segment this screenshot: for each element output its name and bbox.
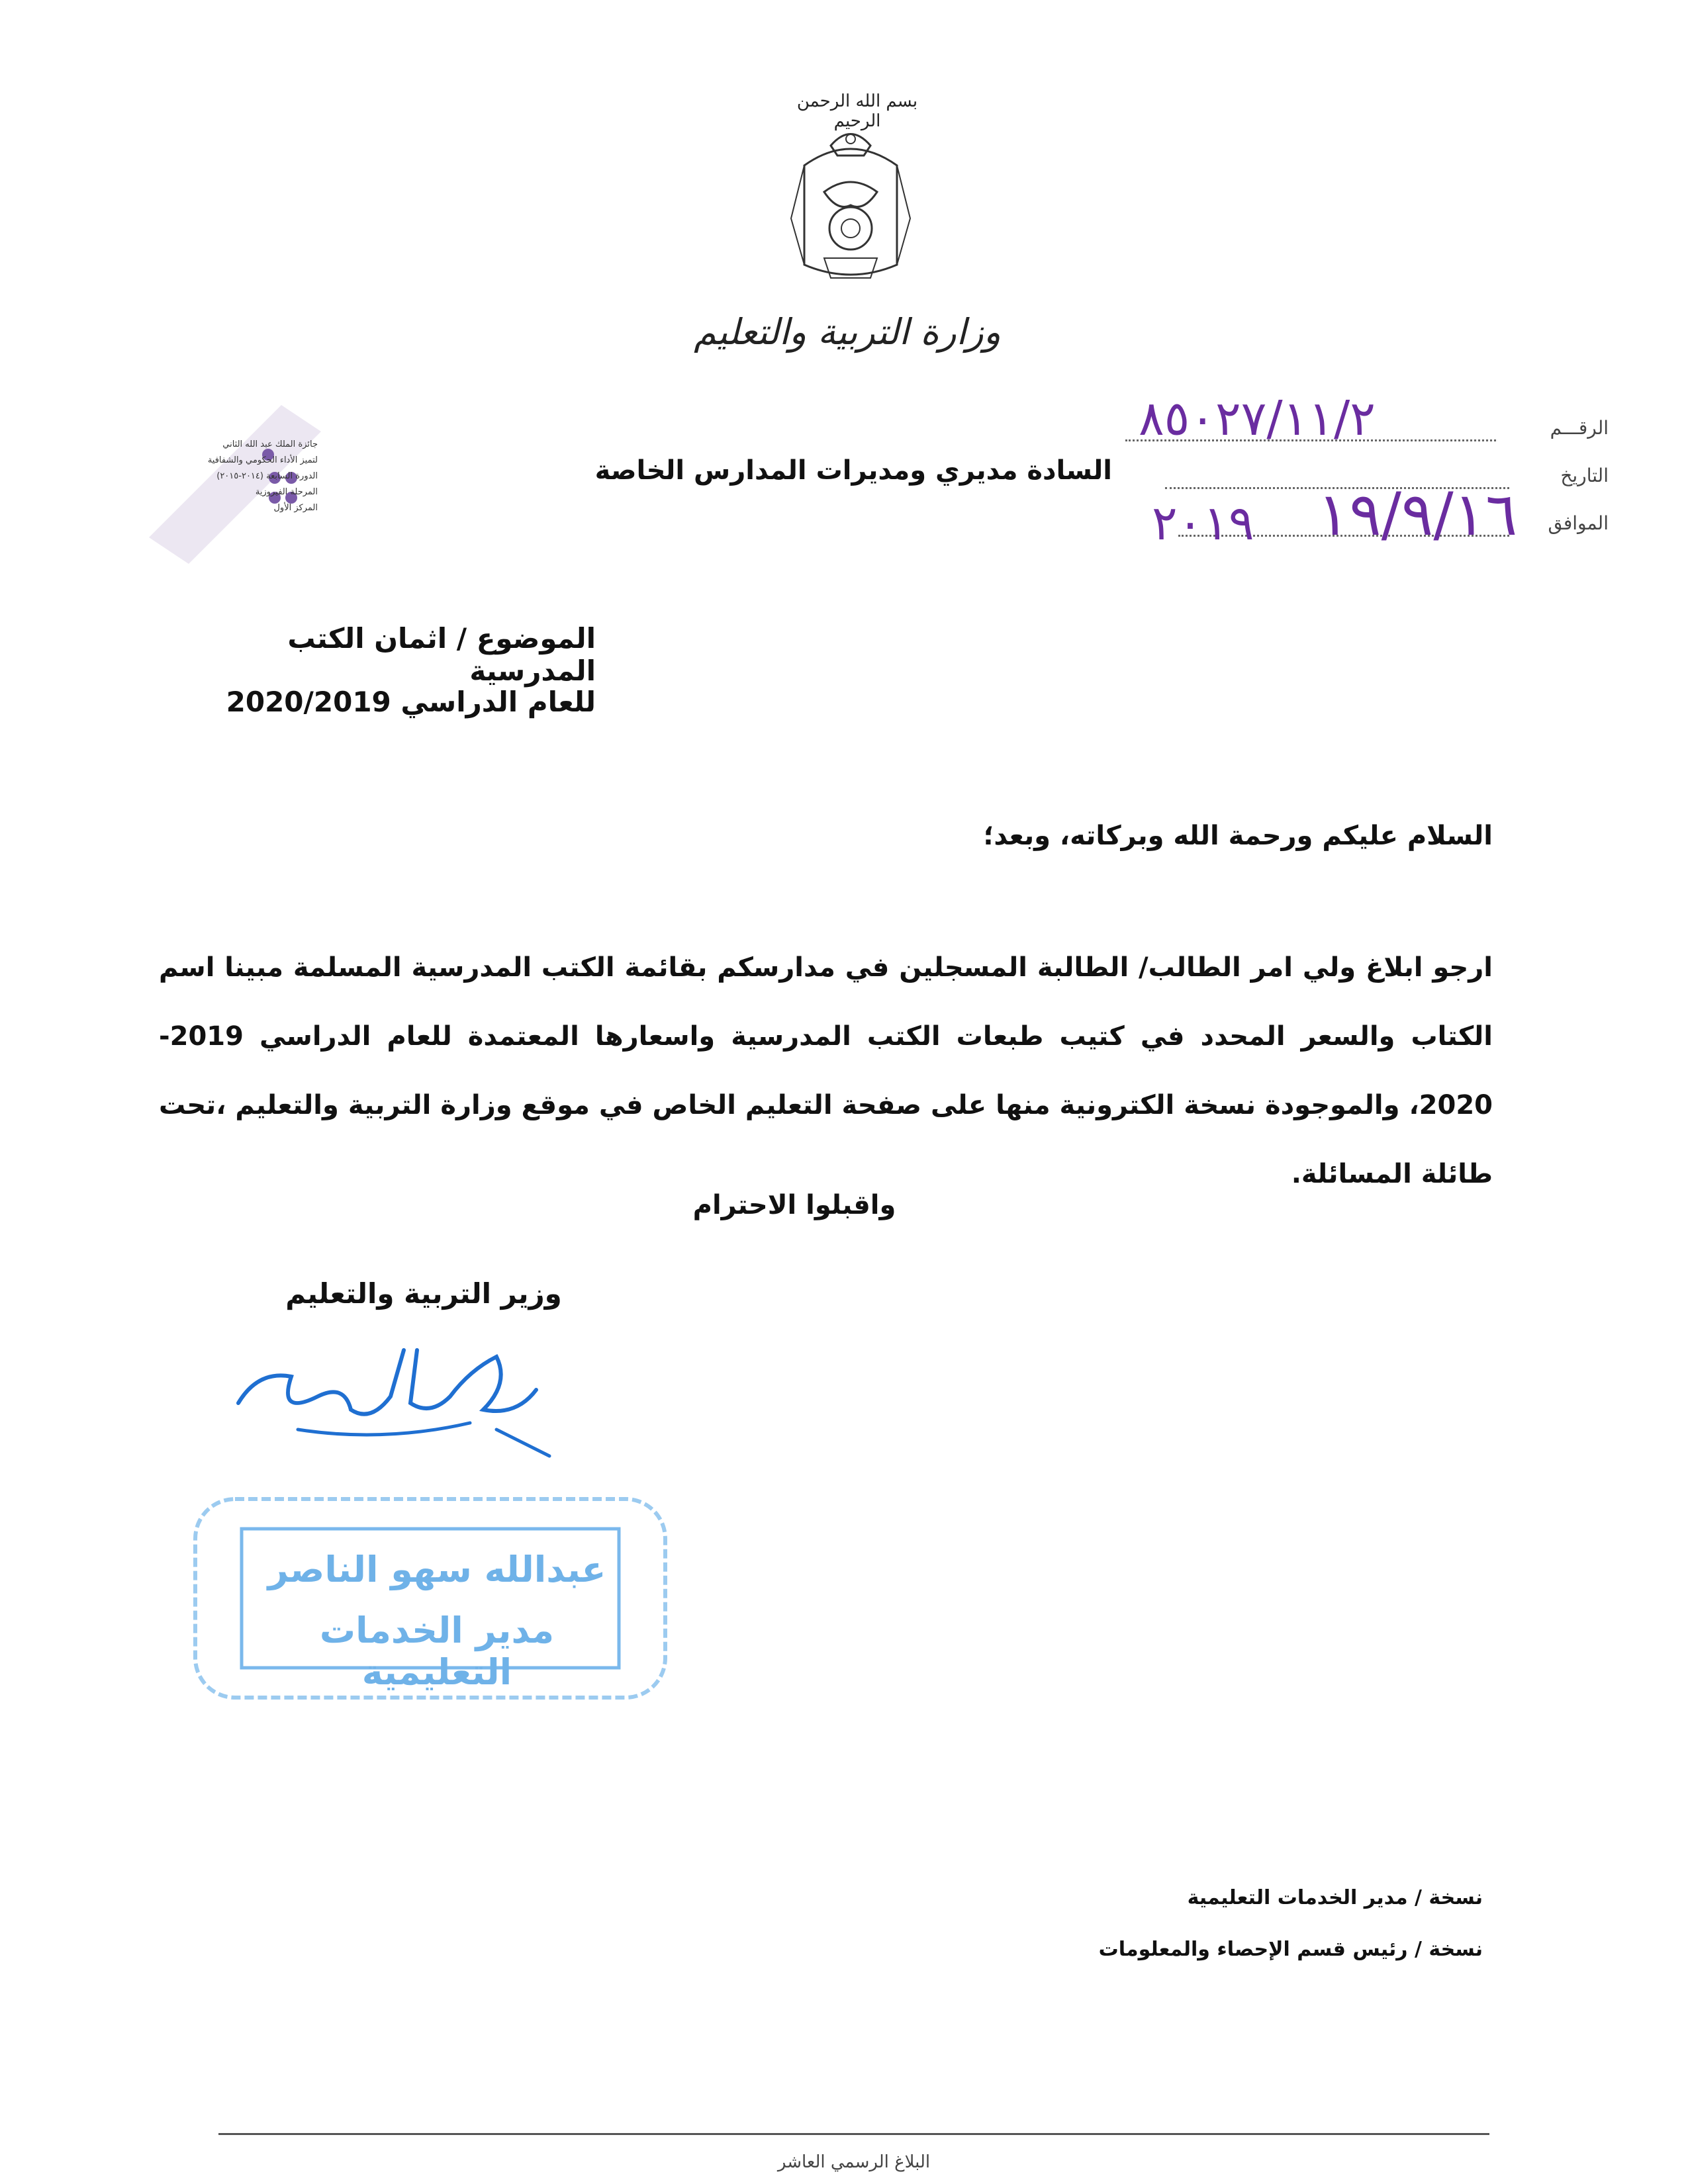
addressee: السادة مديري ومديرات المدارس الخاصة (594, 455, 1112, 486)
stamp-name: عبدالله سهو الناصر (267, 1549, 606, 1590)
stamp-title: مدير الخدمات التعليمية (319, 1610, 555, 1693)
award-line: لتميز الأداء الحكومي والشفافية (207, 455, 318, 465)
copy-recipient: نسخة / رئيس قسم الإحصاء والمعلومات (1098, 1938, 1483, 1961)
footer-divider (218, 2133, 1489, 2135)
signer-title: وزير التربية والتعليم (285, 1277, 562, 1310)
award-line: الدورة السابعة (٢٠١٤-٢٠١٥) (216, 471, 318, 481)
reference-date-value: ١٩/٩/١٦ (1317, 480, 1518, 549)
closing: واقبلوا الاحترام (692, 1190, 896, 1220)
subject-year: للعام الدراسي 2020/2019 (226, 686, 596, 718)
signature-icon (218, 1330, 589, 1489)
reference-hijri-value: ٢٠١٩ (1152, 495, 1254, 551)
award-line: جائزة الملك عبد الله الثاني (222, 439, 318, 449)
reference-number-label: الرقـــم (1550, 417, 1609, 439)
footer-text: البلاغ الرسمي العاشر (777, 2152, 931, 2172)
reference-date-label: التاريخ (1560, 465, 1609, 486)
subject-line: الموضوع / اثمان الكتب المدرسية (287, 622, 596, 687)
award-line: المرحلة الفيروزية (255, 487, 318, 497)
copy-recipient: نسخة / مدير الخدمات التعليمية (1187, 1886, 1483, 1909)
coat-of-arms-icon (784, 119, 917, 298)
reference-hijri-label: الموافق (1548, 512, 1609, 534)
basmala: بسم الله الرحمن الرحيم (796, 91, 918, 131)
ministry-name: وزارة التربية والتعليم (694, 311, 1001, 353)
award-line: المركز الأول (273, 503, 318, 513)
greeting: السلام عليكم ورحمة الله وبركاته، وبعد؛ (983, 821, 1493, 851)
award-text (159, 437, 318, 516)
letter-body: ارجو ابلاغ ولي امر الطالب/ الطالبة المسجلين في مدارسكم بقائمة الكتب المدرسية المسلمة مبينا اسم الكتاب والسعر المحدد في كتيب طبعات الكتب المدرسية واسعارها المعتمدة للعام الدراسي 2019-2020، والموجودة نسخة الكترونية منها على صفحة التعليم الخاص في موقع وزارة التربية والتعليم ،تحت طائلة المسائلة. (159, 952, 1493, 1189)
reference-number-value: ٨٥٠٢٧/١١/٢ (1139, 390, 1376, 446)
